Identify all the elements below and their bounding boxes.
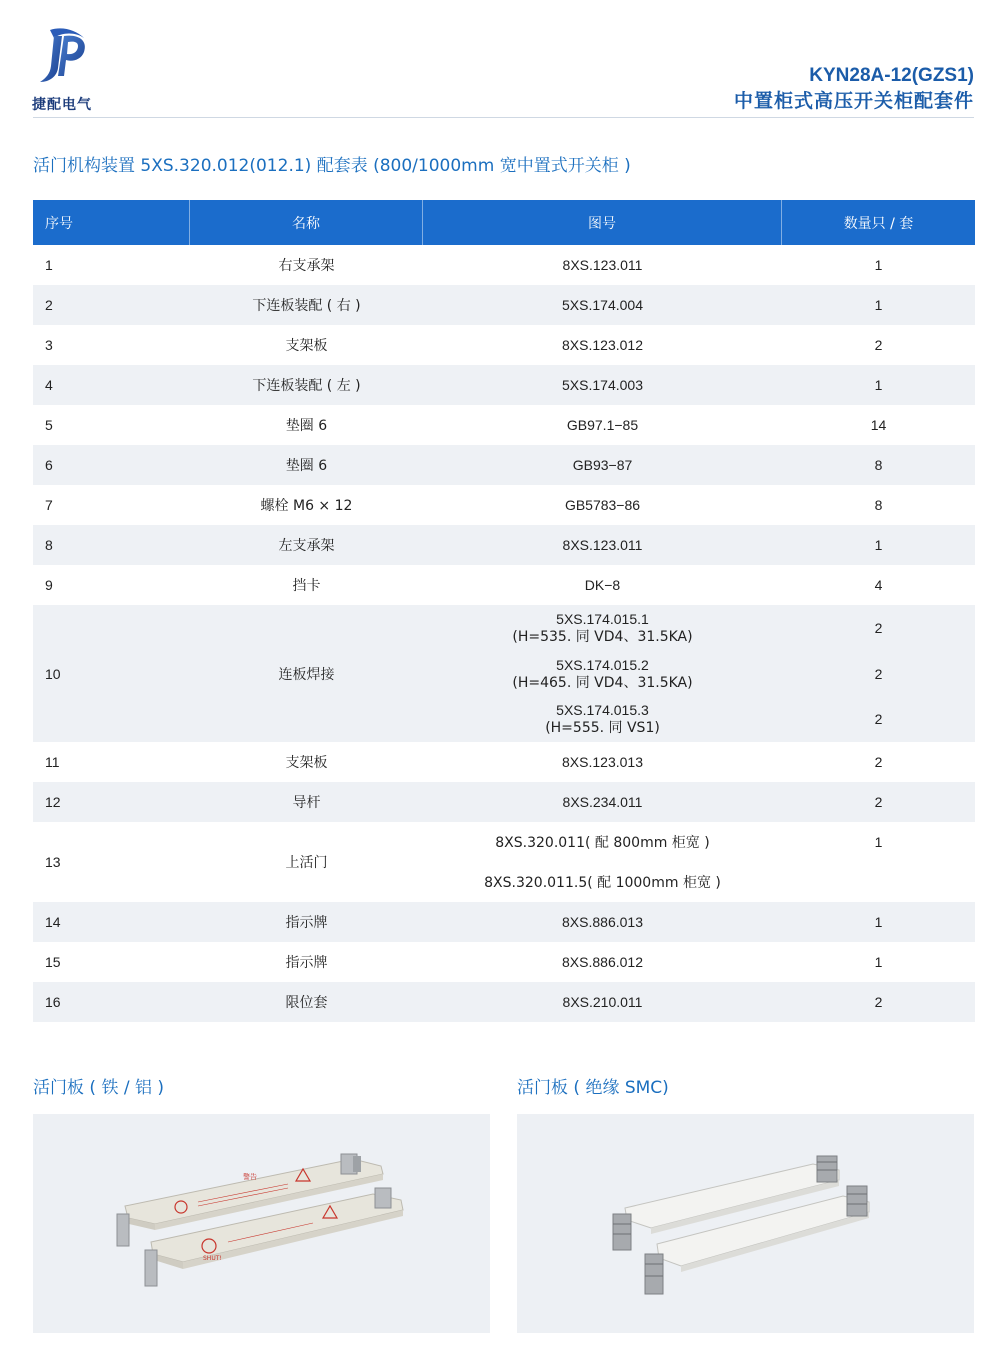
qty-variant: 2 (874, 619, 883, 636)
product-model: KYN28A-12(GZS1) (809, 65, 974, 86)
cell-drawing: 8XS.123.011 (562, 257, 643, 273)
cell-drawing: 8XS.234.011 (562, 794, 643, 810)
header-drawing: 图号 (423, 200, 782, 245)
cell-name: 挡卡 (292, 578, 321, 594)
cell-name: 上活门 (285, 855, 328, 871)
drawing-number: 5XS.174.015.3 (556, 702, 649, 719)
cell-name: 垫圈 6 (285, 458, 328, 474)
cell-no: 14 (45, 914, 61, 930)
cell-no: 12 (45, 794, 61, 810)
table-row-multi (33, 605, 975, 742)
cell-name: 指示牌 (285, 915, 328, 931)
cell-name: 垫圈 6 (285, 418, 328, 434)
jp-logo-icon (32, 24, 92, 88)
cell-name: 连板焊接 (278, 666, 335, 683)
table-row (33, 285, 975, 325)
table-row (33, 245, 975, 285)
cell-qty: 2 (874, 794, 883, 810)
plate-shut-label: SHUT! (203, 1255, 222, 1262)
photo-caption-metal: 活门板 ( 铁 / 铝 ) (33, 1078, 165, 1098)
cell-name: 支架板 (285, 338, 328, 354)
cell-qty: 4 (874, 577, 883, 593)
plate-warning-label: 警告 (243, 1173, 257, 1181)
table-row-multi (33, 822, 975, 902)
cell-no: 16 (45, 994, 61, 1010)
cell-name: 支架板 (285, 755, 328, 771)
table-row (33, 445, 975, 485)
parts-table (33, 200, 975, 1022)
header-name: 名称 (190, 200, 423, 245)
drawing-number: 5XS.174.015.1 (556, 610, 649, 627)
header-no: 序号 (33, 200, 190, 245)
document-title-block (734, 64, 974, 114)
drawing-variant: 8XS.320.011( 配 800mm 柜宽 ) (495, 835, 710, 851)
cell-qty: 2 (874, 994, 883, 1010)
header-divider (33, 117, 974, 118)
cell-qty-variants (782, 822, 975, 902)
section-heading: 活门机构装置 5XS.320.012(012.1) 配套表 (800/1000mm 宽中置式开关柜 ) (33, 156, 631, 176)
cell-qty-variants (782, 605, 975, 742)
cell-drawing-variants (423, 822, 782, 902)
cell-qty: 2 (874, 337, 883, 353)
cell-no: 4 (45, 377, 53, 393)
cell-name: 导杆 (292, 795, 321, 811)
table-row (33, 405, 975, 445)
cell-qty: 1 (874, 297, 883, 313)
cell-drawing: GB5783−86 (564, 497, 641, 513)
drawing-note: (H=555. 同 VS1) (545, 720, 660, 737)
company-logo (32, 24, 112, 114)
cell-no: 1 (45, 257, 53, 273)
table-row (33, 485, 975, 525)
cell-drawing-variants (423, 605, 782, 742)
drawing-note: (H=535. 同 VD4、31.5KA) (512, 628, 693, 645)
cell-no: 15 (45, 954, 61, 970)
cell-name: 螺栓 M6 × 12 (260, 498, 353, 514)
qty-variant: 2 (874, 665, 883, 682)
photo-caption-smc: 活门板 ( 绝缘 SMC) (517, 1078, 669, 1098)
cell-name: 下连板装配 ( 左 ) (252, 378, 361, 394)
logo-text: 捷配电气 (32, 97, 92, 113)
cell-no: 7 (45, 497, 53, 513)
cell-drawing: 8XS.886.013 (562, 914, 643, 930)
cell-qty: 8 (874, 497, 883, 513)
product-title: 中置柜式高压开关柜配套件 (733, 90, 974, 112)
product-photo-smc (517, 1114, 974, 1333)
drawing-variant (512, 651, 692, 697)
cell-drawing: 8XS.210.011 (562, 994, 643, 1010)
cell-no: 2 (45, 297, 53, 313)
drawing-note: (H=465. 同 VD4、31.5KA) (512, 674, 693, 691)
cell-name: 右支承架 (278, 258, 335, 274)
table-row (33, 365, 975, 405)
table-header (33, 200, 975, 245)
table-row (33, 742, 975, 782)
cell-qty: 1 (874, 954, 883, 970)
table-row (33, 525, 975, 565)
cell-drawing: 8XS.886.012 (562, 954, 643, 970)
cell-qty: 8 (874, 457, 883, 473)
qty-variant: 1 (874, 834, 883, 850)
cell-drawing: 8XS.123.011 (562, 537, 643, 553)
cell-qty: 1 (874, 257, 883, 273)
drawing-variant (512, 605, 692, 651)
cell-drawing: 8XS.123.013 (562, 754, 643, 770)
header-qty: 数量只 / 套 (843, 215, 914, 232)
drawing-variant (545, 696, 660, 742)
cell-no: 9 (45, 577, 53, 593)
drawing-variant: 8XS.320.011.5( 配 1000mm 柜宽 ) (484, 875, 721, 891)
table-row (33, 942, 975, 982)
shutter-plate-smc-image (517, 1114, 974, 1333)
shutter-plate-metal-image (33, 1114, 490, 1333)
cell-qty: 1 (874, 377, 883, 393)
cell-name: 左支承架 (278, 538, 335, 554)
table-row (33, 325, 975, 365)
cell-name: 指示牌 (285, 955, 328, 971)
table-row (33, 982, 975, 1022)
cell-drawing: 5XS.174.003 (562, 377, 643, 393)
table-row (33, 782, 975, 822)
cell-qty: 1 (874, 914, 883, 930)
cell-drawing: 8XS.123.012 (562, 337, 643, 353)
cell-qty: 1 (874, 537, 883, 553)
product-photo-metal (33, 1114, 490, 1333)
cell-no: 10 (45, 665, 61, 682)
cell-no: 11 (45, 754, 60, 770)
cell-qty: 14 (870, 417, 887, 433)
cell-no: 6 (45, 457, 53, 473)
cell-name: 限位套 (285, 995, 328, 1011)
cell-drawing: GB97.1−85 (566, 417, 639, 433)
cell-drawing: GB93−87 (572, 457, 633, 473)
table-row (33, 565, 975, 605)
cell-name: 下连板装配 ( 右 ) (252, 298, 361, 314)
cell-no: 5 (45, 417, 53, 433)
cell-no: 13 (45, 854, 61, 870)
cell-no: 3 (45, 337, 53, 353)
cell-drawing: DK−8 (584, 577, 621, 593)
cell-drawing: 5XS.174.004 (562, 297, 643, 313)
cell-no: 8 (45, 537, 53, 553)
qty-variant: 2 (874, 711, 883, 728)
table-row (33, 902, 975, 942)
cell-qty: 2 (874, 754, 883, 770)
drawing-number: 5XS.174.015.2 (556, 656, 649, 673)
